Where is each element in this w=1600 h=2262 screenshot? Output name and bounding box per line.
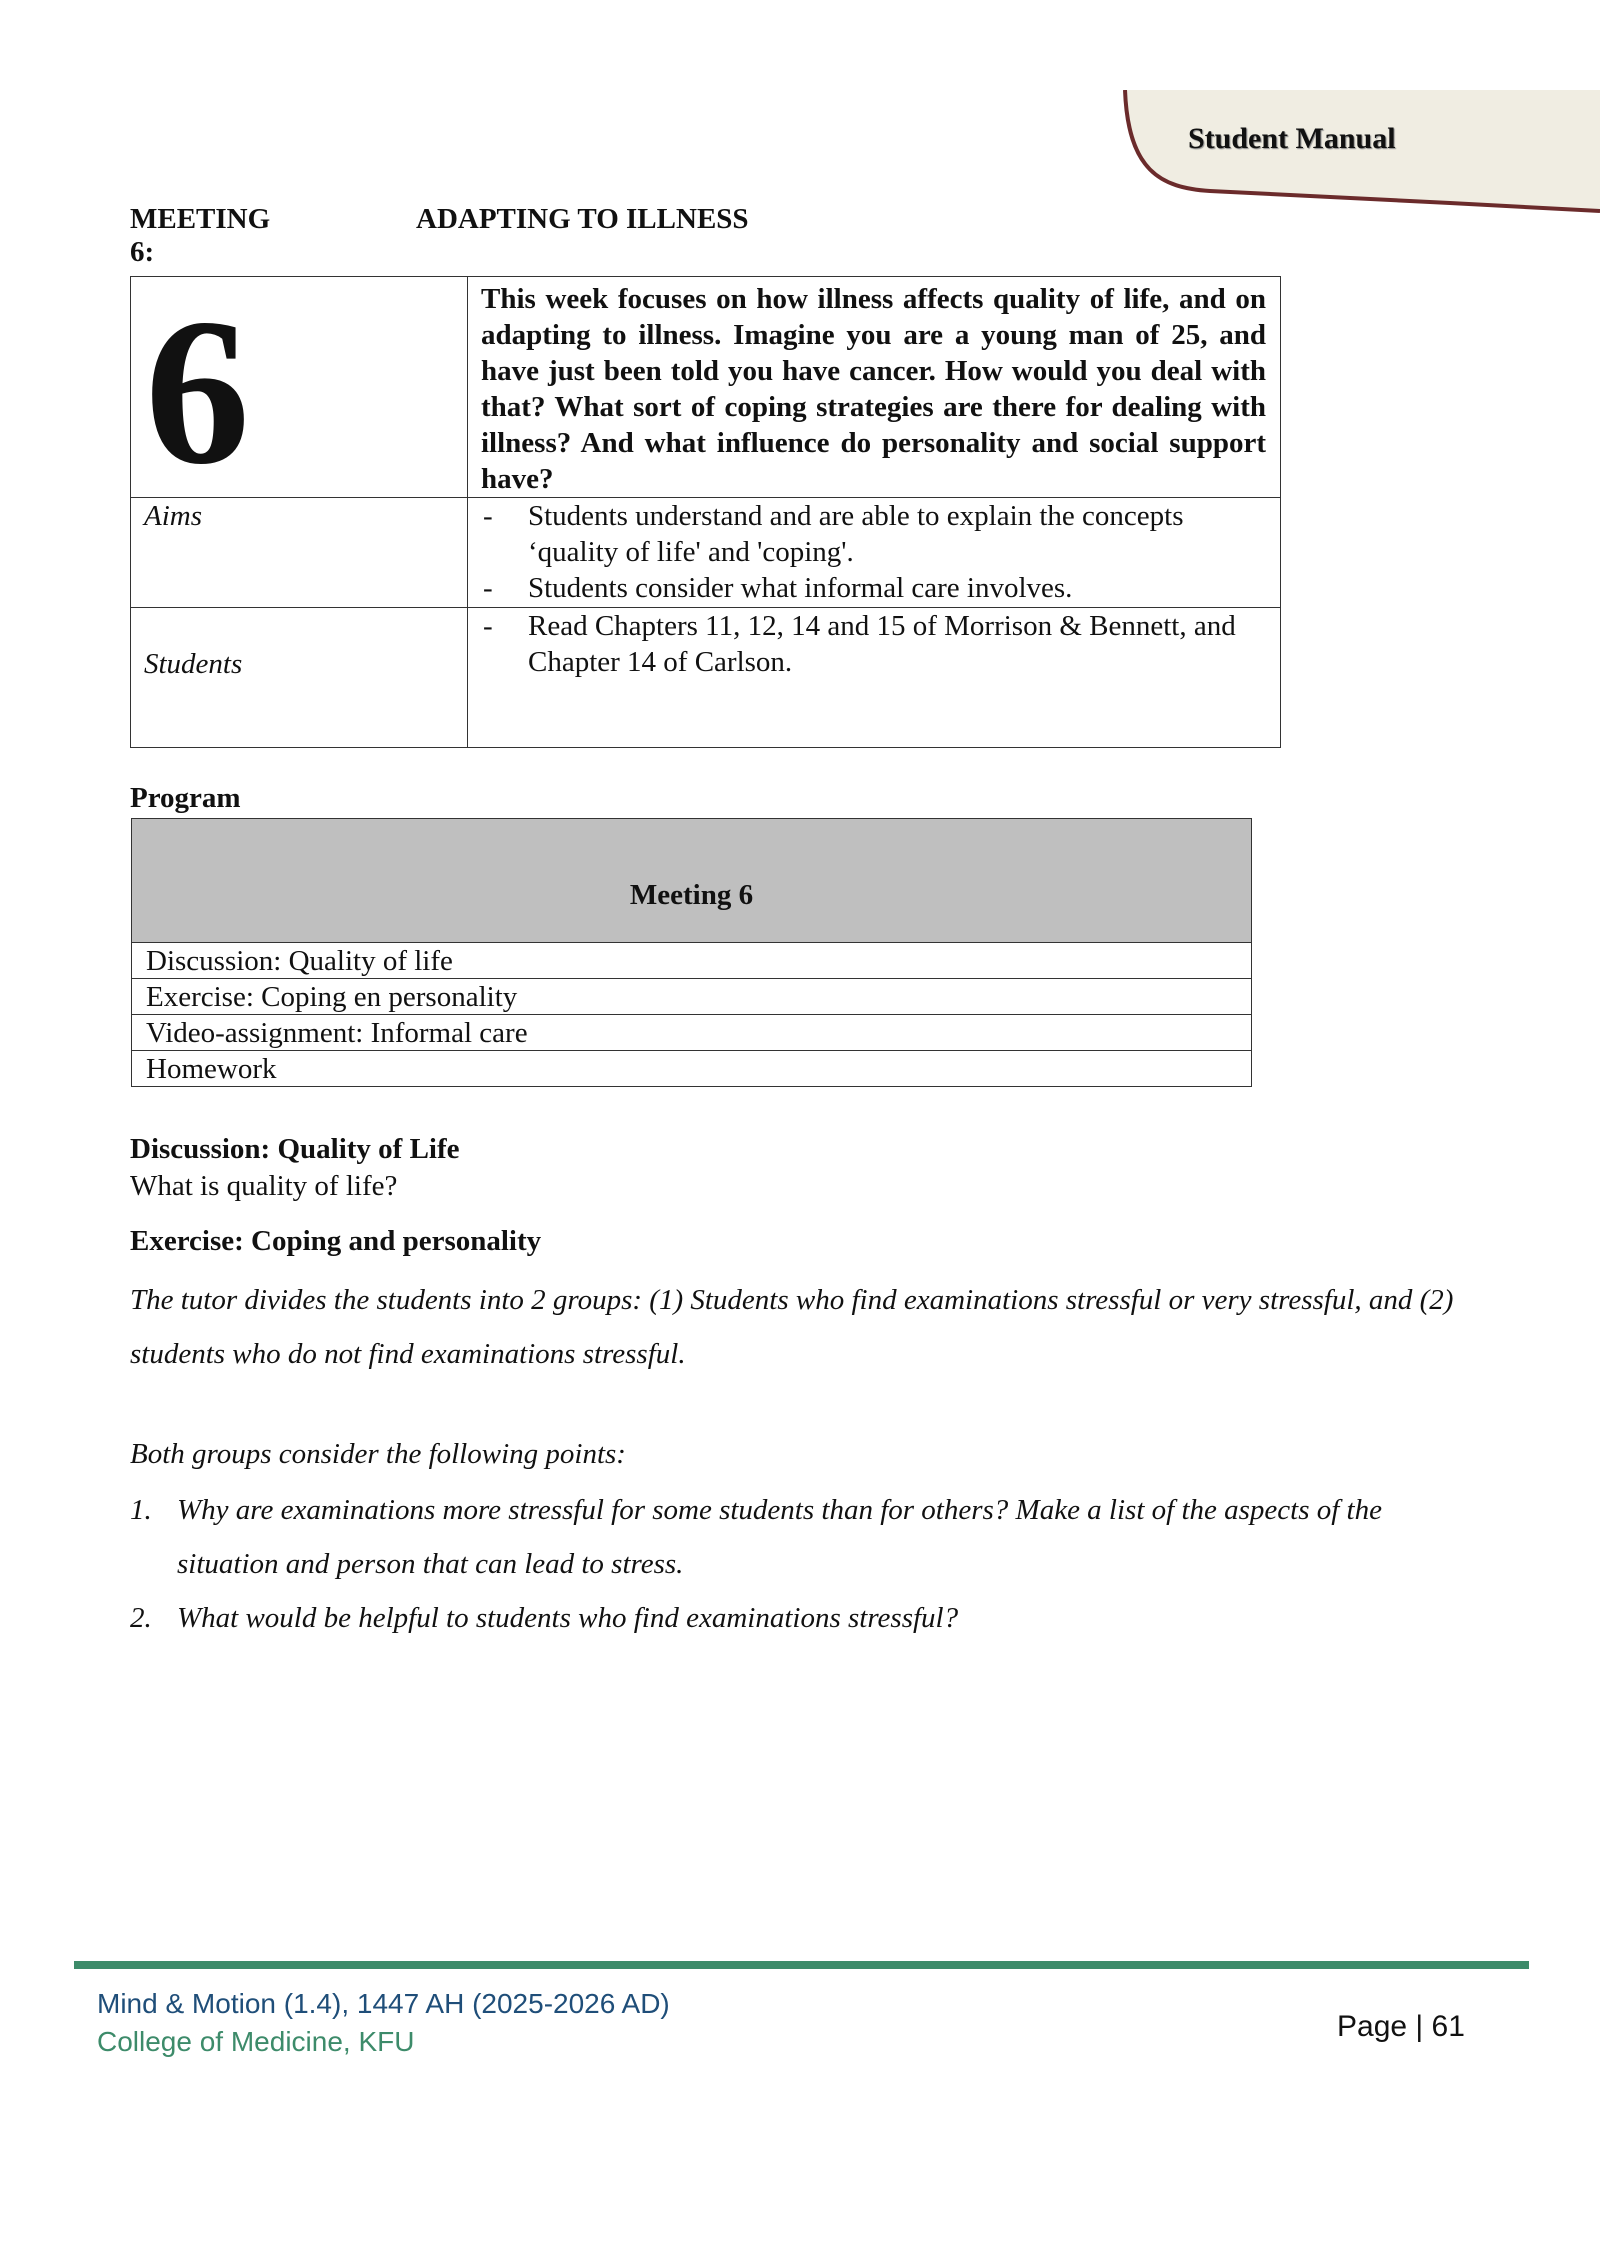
students-cell bbox=[468, 608, 1281, 748]
students-item: - Read Chapters 11, 12, 14 and 15 of Morrison & Bennett, and Chapter 14 of Carlson. bbox=[481, 608, 1266, 680]
exercise-point bbox=[130, 1591, 1490, 1645]
program-row: Homework bbox=[132, 1051, 1252, 1087]
footer-college: College of Medicine, KFU bbox=[97, 2026, 415, 2057]
program-row: Video-assignment: Informal care bbox=[132, 1015, 1252, 1051]
aim-item: - Students consider what informal care involves. bbox=[481, 570, 1266, 606]
point-number: 2. bbox=[130, 1602, 152, 1634]
program-row: Exercise: Coping en personality bbox=[132, 979, 1252, 1015]
students-label bbox=[131, 608, 468, 748]
intro-text: This week focuses on how illness affects quality of life, and on adapting to illness. Imagine you are a young man of 25, and have just been told you have cancer. How would you deal with that? What sort of coping strategies are there for dealing with illness? And what influence do personality and social support have? bbox=[468, 277, 1281, 498]
program-table bbox=[131, 818, 1252, 1087]
meeting-title: ADAPTING TO ILLNESS bbox=[416, 203, 749, 235]
exercise-points bbox=[130, 1483, 1490, 1645]
point-text: What would be helpful to students who find examinations stressful? bbox=[177, 1602, 959, 1634]
program-table-header: Meeting 6 bbox=[132, 819, 1252, 943]
meeting-number-label: MEETING 6: bbox=[130, 203, 271, 268]
exercise-lead: Both groups consider the following points: bbox=[130, 1438, 626, 1470]
overview-table bbox=[130, 276, 1281, 748]
header-label: Student Manual bbox=[1188, 122, 1396, 155]
exercise-point bbox=[130, 1483, 1490, 1591]
footer-rule bbox=[74, 1961, 1529, 1969]
point-number: 1. bbox=[130, 1494, 152, 1526]
point-text: Why are examinations more stressful for some students than for others? Make a list of the aspects of the situation and person that can lead to stress. bbox=[177, 1494, 1382, 1580]
aims-cell bbox=[468, 498, 1281, 608]
discussion-question: What is quality of life? bbox=[130, 1170, 398, 1202]
program-row: Discussion: Quality of life bbox=[132, 943, 1252, 979]
discussion-heading: Discussion: Quality of Life bbox=[130, 1133, 460, 1165]
exercise-heading: Exercise: Coping and personality bbox=[130, 1225, 542, 1257]
aim-item: - Students understand and are able to explain the concepts ‘quality of life' and 'coping'. bbox=[481, 498, 1266, 570]
meeting-big-number: 6 bbox=[145, 276, 250, 508]
aims-label: Aims bbox=[131, 498, 468, 608]
page-number: Page | 61 bbox=[1337, 2010, 1465, 2043]
students-label-text: Students bbox=[144, 647, 243, 680]
program-heading: Program bbox=[130, 782, 241, 814]
footer-course-info: Mind & Motion (1.4), 1447 AH (2025-2026 AD) bbox=[97, 1988, 670, 2019]
exercise-intro: The tutor divides the students into 2 groups: (1) Students who find examinations stressful or very stressful, and (2) students who do not find examinations stressful. bbox=[130, 1284, 1454, 1370]
meeting-number-cell bbox=[131, 276, 468, 508]
